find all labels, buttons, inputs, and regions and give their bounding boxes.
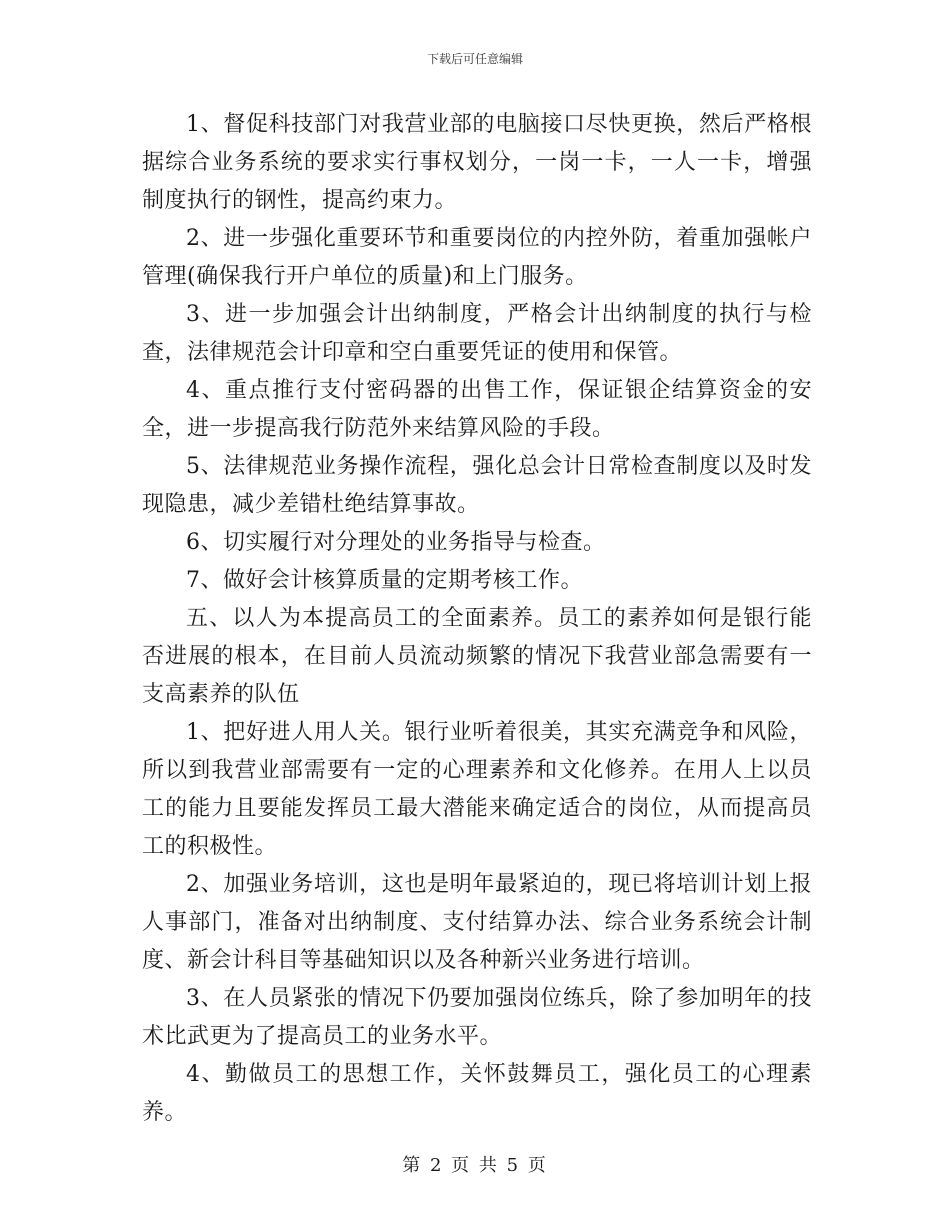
- paragraph-1: 1、督促科技部门对我营业部的电脑接口尽快更换，然后严格根据综合业务系统的要求实行事权划分，一岗一卡，一人一卡，增强制度执行的钢性，提高约束力。: [142, 112, 812, 213]
- paragraph-2: 2、进一步强化重要环节和重要岗位的内控外防，着重加强帐户管理(确保我行开户单位的质量)和上门服务。: [142, 226, 812, 289]
- section-five-heading-paragraph: 五、以人为本提高员工的全面素养。员工的素养如何是银行能否进展的根本，在目前人员流动频繁的情况下我营业部急需要有一支高素养的队伍: [142, 606, 812, 707]
- paragraph-10: 3、在人员紧张的情况下仍要加强岗位练兵，除了参加明年的技术比武更为了提高员工的业务水平。: [142, 986, 812, 1049]
- paragraph-3: 3、进一步加强会计出纳制度，严格会计出纳制度的执行与检查，法律规范会计印章和空白重要凭证的使用和保管。: [142, 302, 812, 365]
- page-header-note: 下载后可任意编辑: [426, 52, 523, 66]
- paragraph-4: 4、重点推行支付密码器的出售工作，保证银企结算资金的安全，进一步提高我行防范外来结算风险的手段。: [142, 378, 812, 441]
- paragraph-5: 5、法律规范业务操作流程，强化总会计日常检查制度以及时发现隐患，减少差错杜绝结算事故。: [142, 454, 812, 517]
- paragraph-6: 6、切实履行对分理处的业务指导与检查。: [186, 530, 606, 555]
- paragraph-11: 4、勤做员工的思想工作，关怀鼓舞员工，强化员工的心理素养。: [142, 1062, 812, 1125]
- document-body: [142, 106, 812, 1132]
- paragraph-8: 1、把好进人用人关。银行业听着很美，其实充满竞争和风险，所以到我营业部需要有一定的心理素养和文化修养。在用人上以员工的能力且要能发挥员工最大潜能来确定适合的岗位，从而提高员工的积极性。: [142, 720, 812, 859]
- paragraph-7: 7、做好会计核算质量的定期考核工作。: [186, 568, 583, 593]
- paragraph-9: 2、加强业务培训，这也是明年最紧迫的，现已将培训计划上报人事部门，准备对出纳制度、支付结算办法、综合业务系统会计制度、新会计科目等基础知识以及各种新兴业务进行培训。: [142, 872, 812, 973]
- page-number-footer: 第 2 页 共 5 页: [402, 1155, 548, 1176]
